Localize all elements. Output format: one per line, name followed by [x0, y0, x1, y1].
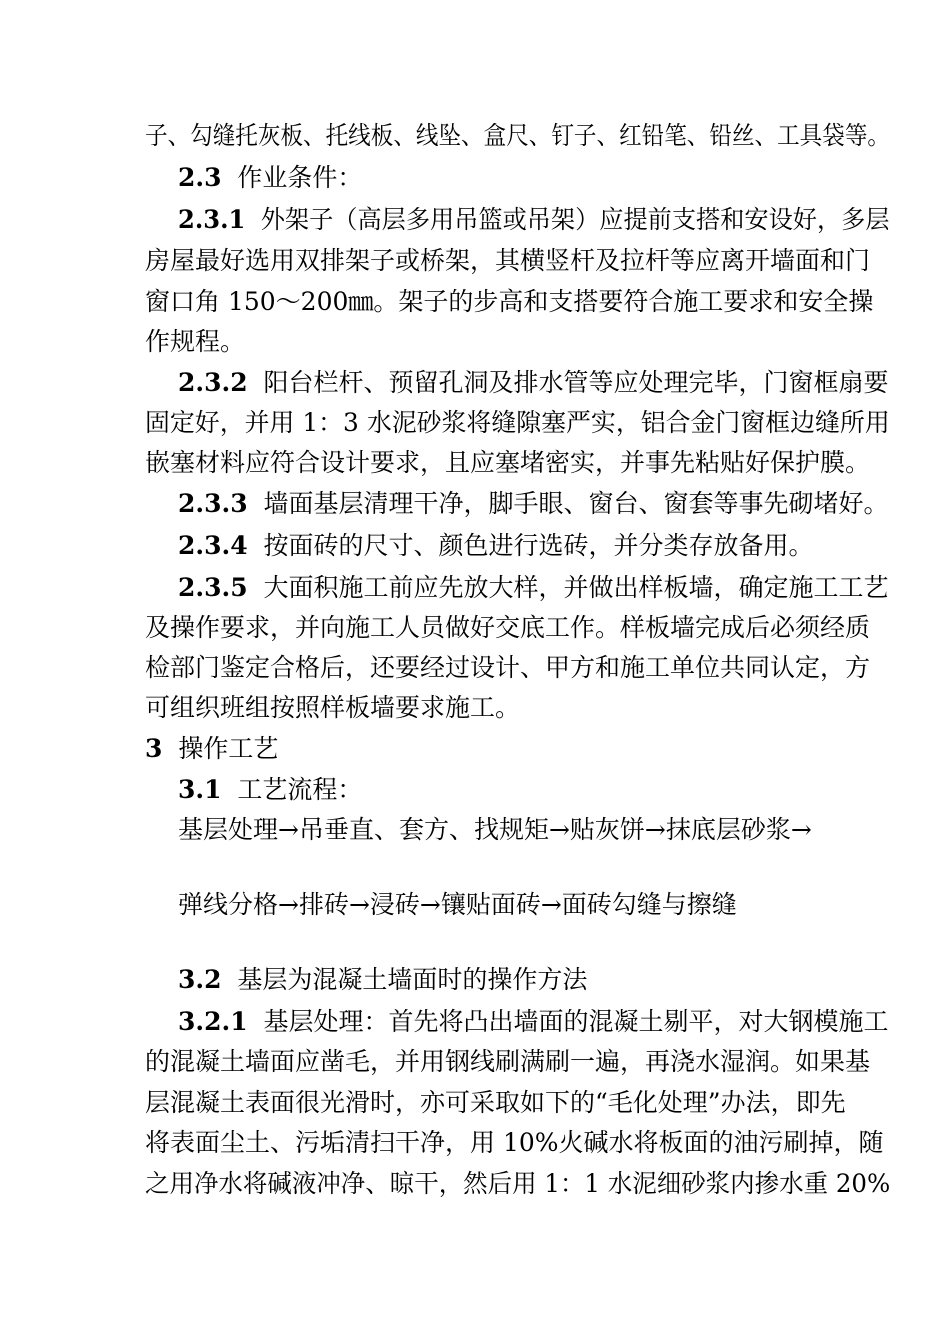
text-line: 可组织班组按照样板墙要求施工。: [145, 693, 521, 722]
text-line: 的混凝土墙面应凿毛，并用钢线刷满刷一遍，再浇水湿润。如果基: [145, 1047, 871, 1076]
text-line: 之用净水将碱液冲净、晾干，然后用 1：1 水泥细砂浆内掺水重 20%: [145, 1169, 891, 1198]
text-line: 子、勾缝托灰板、托线板、线坠、盒尺、钉子、红铅笔、铅丝、工具袋等。: [145, 121, 890, 150]
section-heading: 2.3 作业条件：: [178, 163, 363, 192]
paragraph-line: 2.3.5 大面积施工前应先放大样，并做出样板墙，确定施工工艺: [178, 573, 889, 602]
paragraph-line: 2.3.1 外架子（高层多用吊篮或吊架）应提前支搭和安设好，多层: [178, 205, 890, 234]
flow-line: 基层处理→吊垂直、套方、找规矩→贴灰饼→抹底层砂浆→: [178, 815, 812, 844]
paragraph-line: 2.3.2 阳台栏杆、预留孔洞及排水管等应处理完毕，门窗框扇要: [178, 368, 889, 397]
section-heading: 3.1 工艺流程：: [178, 775, 363, 804]
text-line: 将表面尘土、污垢清扫干净，用 10%火碱水将板面的油污刷掉，随: [145, 1128, 884, 1157]
text-line: 作规程。: [145, 327, 246, 356]
text-line: 窗口角 150～200㎜。架子的步高和支搭要符合施工要求和安全操: [145, 287, 874, 316]
text-line: 及操作要求，并向施工人员做好交底工作。样板墙完成后必须经质: [145, 613, 871, 642]
text-line: 固定好，并用 1：3 水泥砂浆将缝隙塞严实，铝合金门窗框边缝所用: [145, 408, 890, 437]
flow-line: 弹线分格→排砖→浸砖→镶贴面砖→面砖勾缝与擦缝: [178, 890, 737, 919]
section-heading: 3 操作工艺: [145, 734, 279, 763]
text-line: 检部门鉴定合格后，还要经过设计、甲方和施工单位共同认定，方: [145, 653, 871, 682]
paragraph-line: 2.3.4 按面砖的尺寸、颜色进行选砖，并分类存放备用。: [178, 531, 814, 560]
section-heading: 3.2 基层为混凝土墙面时的操作方法: [178, 965, 588, 994]
text-line: 房屋最好选用双排架子或桥架，其横竖杆及拉杆等应离开墙面和门: [145, 246, 871, 275]
paragraph-line: 2.3.3 墙面基层清理干净，脚手眼、窗台、窗套等事先砌堵好。: [178, 489, 889, 518]
text-line: 嵌塞材料应符合设计要求，且应塞堵密实，并事先粘贴好保护膜。: [145, 448, 871, 477]
text-line: 层混凝土表面很光滑时，亦可采取如下的“毛化处理”办法，即先: [145, 1088, 846, 1117]
paragraph-line: 3.2.1 基层处理：首先将凸出墙面的混凝土剔平，对大钢模施工: [178, 1007, 889, 1036]
